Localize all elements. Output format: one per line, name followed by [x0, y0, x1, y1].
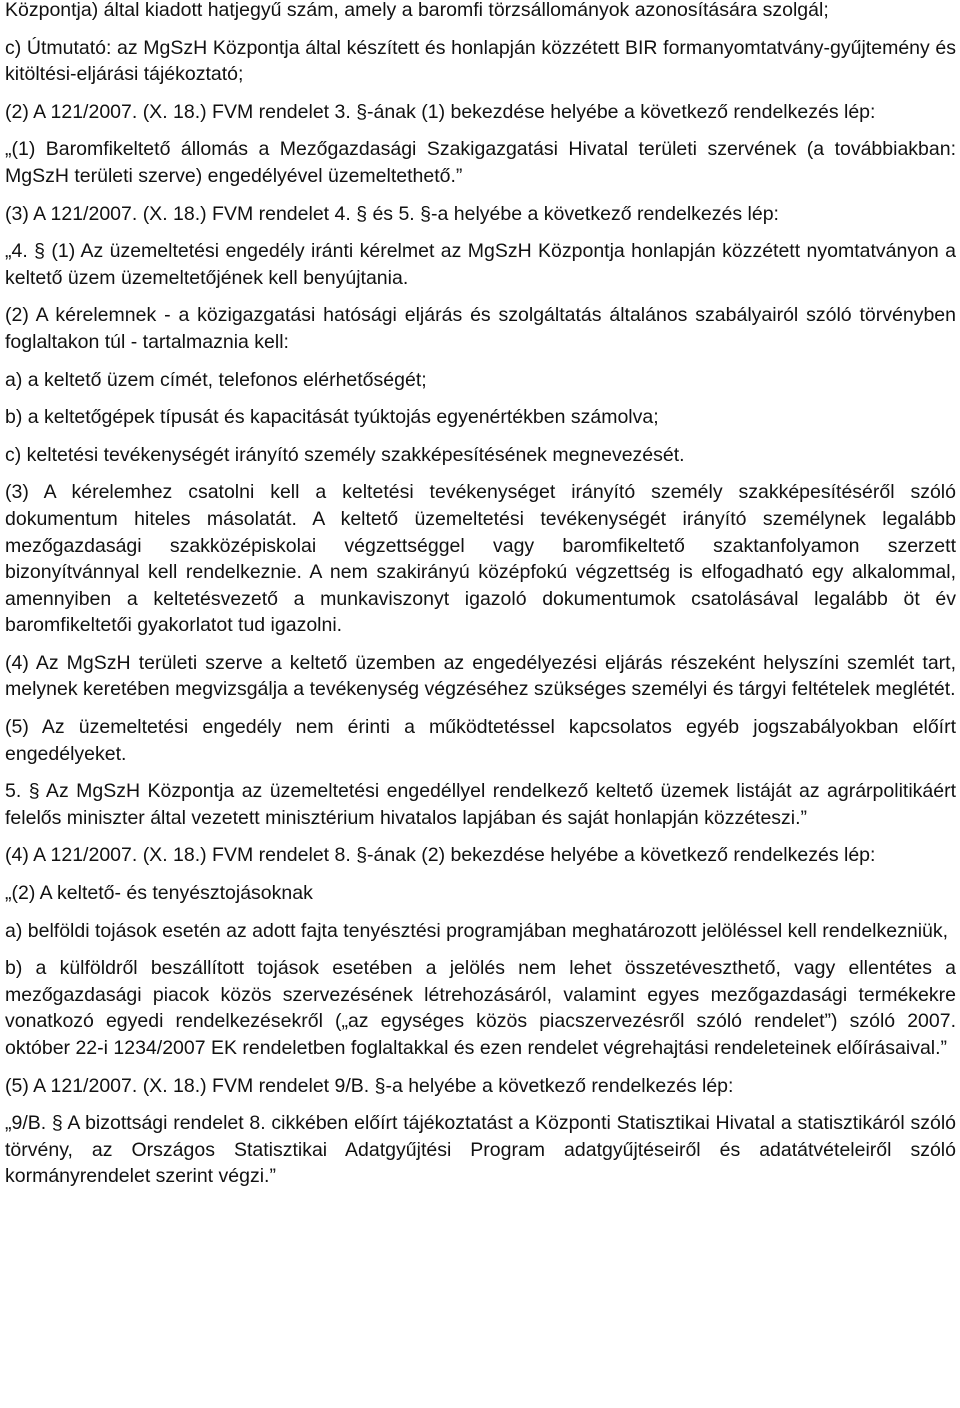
- paragraph: c) Útmutató: az MgSzH Központja által készített és honlapján közzétett BIR formanyomtatvány-gyűjtemény és kitöltési-eljárási tájékoztató;: [5, 36, 956, 86]
- paragraph: b) a keltetőgépek típusát és kapacitását tyúktojás egyenértékben számolva;: [5, 406, 659, 429]
- paragraph: (2) A 121/2007. (X. 18.) FVM rendelet 3. §-ának (1) bekezdése helyébe a következő rendelkezés lép:: [5, 100, 876, 123]
- paragraph: (5) A 121/2007. (X. 18.) FVM rendelet 9/B. §-a helyébe a következő rendelkezés lép:: [5, 1074, 734, 1097]
- paragraph: „(1) Baromfikeltető állomás a Mezőgazdasági Szakigazgatási Hivatal területi szervének (a továbbiakban: MgSzH területi szerve) engedélyével üzemeltethető.”: [5, 138, 956, 187]
- paragraph: (2) A kérelemnek - a közigazgatási hatósági eljárás és szolgáltatás általános szabályairól szóló törvényben foglaltakon túl - tartalmaznia kell:: [5, 304, 956, 353]
- paragraph: a) a keltető üzem címét, telefonos elérhetőségét;: [5, 368, 427, 391]
- paragraph: b) a külföldről beszállított tojások esetében a jelölés nem lehet összetéveszthető, vagy ellentétes a mezőgazdasági piacok közös szervezésének létrehozásáról, valamint egyes mezőgazdasági termékekre vonatkozó egyedi rendelkezésekről („az egységes közös piacszervezésről szóló rendelet”) szóló 2007. október 22-i 1234/2007 EK rendeletben foglaltakkal és ezen rendelet végrehajtási rendeleteinek előírásaival.”: [5, 957, 956, 1059]
- paragraph: (5) Az üzemeltetési engedély nem érinti a működtetéssel kapcsolatos egyéb jogszabályokban előírt engedélyeket.: [5, 716, 956, 765]
- paragraph: 5. § Az MgSzH Központja az üzemeltetési engedéllyel rendelkező keltető üzemek listáját az agrárpolitikáért felelős miniszter által vezetett minisztérium hivatalos lapjában és saját honlapján közzéteszi.”: [5, 780, 956, 829]
- paragraph: (4) Az MgSzH területi szerve a keltető üzemben az engedélyezési eljárás részeként helyszíni szemlét tart, melynek keretében megvizsgálja a tevékenység végzéséhez szükséges személyi és tárgyi feltételek meglétét.: [5, 651, 956, 701]
- paragraph: Központja) által kiadott hatjegyű szám, amely a baromfi törzsállományok azonosítására szolgál;: [5, 0, 829, 21]
- paragraph: „4. § (1) Az üzemeltetési engedély iránti kérelmet az MgSzH Központja honlapján közzétett nyomtatványon a keltető üzem üzemeltetőjének kell benyújtania.: [5, 240, 956, 289]
- paragraph: c) keltetési tevékenységét irányító személy szakképesítésének megnevezését.: [5, 443, 685, 466]
- paragraph: „(2) A keltető- és tenyésztojásoknak: [5, 882, 313, 905]
- paragraph: „9/B. § A bizottsági rendelet 8. cikkében előírt tájékoztatást a Központi Statisztikai Hivatal a statisztikáról szóló törvény, az Országos Statisztikai Adatgyűjtési Program adatgyűjtéseiről és adatátvételeiről szóló kormányrendelet szerint végzi.”: [5, 1112, 956, 1188]
- paragraph: (3) A 121/2007. (X. 18.) FVM rendelet 4. § és 5. §-a helyébe a következő rendelkezés lép:: [5, 202, 779, 225]
- paragraph: a) belföldi tojások esetén az adott fajta tenyésztési programjában meghatározott jelöléssel kell rendelkezniük,: [5, 919, 949, 942]
- paragraph: (4) A 121/2007. (X. 18.) FVM rendelet 8. §-ának (2) bekezdése helyébe a következő rendelkezés lép:: [5, 844, 876, 867]
- paragraph: (3) A kérelemhez csatolni kell a keltetési tevékenységet irányító személy szakképesítéséről szóló dokumentum hiteles másolatát. A keltető üzemeltetési tevékenységét irányító személynek legalább mezőgazdasági szakközépiskolai végzettséggel vagy baromfikeltető szaktanfolyamon szerzett bizonyítvánnyal kell rendelkeznie. A nem szakirányú középfokú végzettség is elfogadható egy alkalommal, amennyiben a keltetésvezető a munkaviszonyt igazoló dokumentumok csatolásával legalább öt év baromfikeltetői gyakorlatot tud igazolni.: [5, 481, 956, 637]
